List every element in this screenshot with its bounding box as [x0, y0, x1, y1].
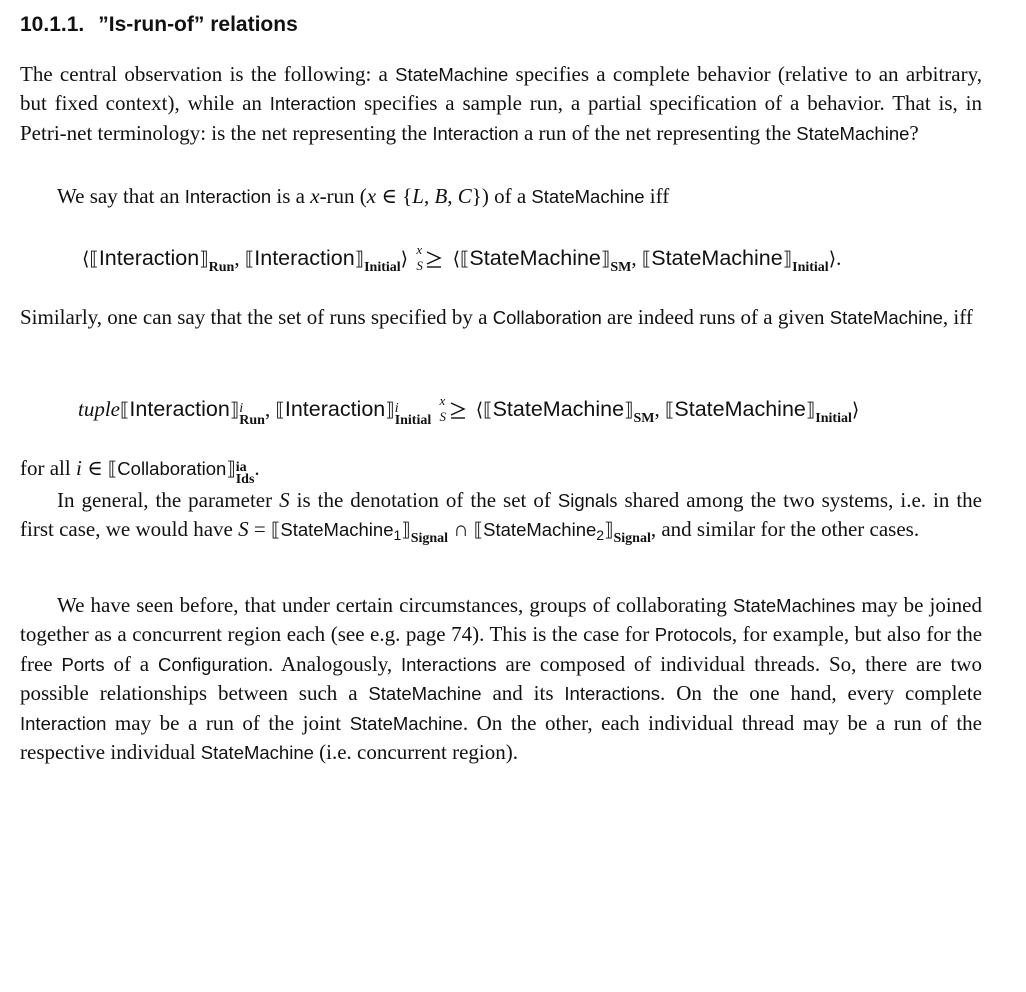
term-statemachine: StateMachine [492, 397, 625, 421]
term-statemachine: StateMachine [395, 64, 509, 85]
term-statemachine: StateMachine [368, 683, 482, 705]
superscript-i: i [239, 401, 244, 416]
subscript-signal: Signal [613, 531, 651, 547]
term-collaboration: Collaboration [117, 458, 227, 479]
text-fragment: are indeed runs of a given [601, 305, 830, 329]
term-interaction: Interaction [20, 712, 107, 734]
relation-subscript: S [416, 258, 423, 273]
relation-superscript: x [439, 393, 446, 408]
term-interaction: Interaction [269, 93, 357, 115]
text-fragment: -run ( [319, 184, 367, 208]
term-statemachine: StateMachine [531, 186, 645, 207]
text-fragment: }) of a [471, 184, 532, 208]
term-interaction: Interaction [432, 122, 519, 144]
math-S: S [238, 517, 249, 542]
text-fragment: for all [20, 456, 76, 480]
term-interaction: Interaction [284, 397, 386, 421]
text-fragment: may be joined together as a concurrent region each (see e.g. page 74). This is the case for [20, 593, 982, 647]
text-fragment: The central observation is the following: a [20, 62, 396, 86]
subscript-sm: SM [610, 260, 632, 275]
term-statemachine: StateMachine [280, 519, 394, 541]
section-number: 10.1.1. [20, 13, 85, 36]
subscript-ids: Ids [235, 472, 255, 487]
sub-sup-initial [395, 403, 432, 427]
text-fragment: s shared among the two systems, i.e. in the first case, we would have [20, 488, 982, 542]
text-fragment: a run of the net representing the [518, 120, 797, 145]
paragraph-collaboration [20, 303, 982, 332]
section-heading [20, 12, 298, 38]
text-fragment: . Analogously, [268, 651, 401, 676]
text-fragment: In general, the parameter [57, 488, 280, 512]
paragraph-central-observation [20, 60, 982, 148]
text-fragment: Similarly, one can say that the set of runs specified by a [20, 305, 493, 329]
text-fragment: We have seen before, that under certain circumstances, groups of collaborating [57, 593, 733, 617]
term-statemachine: StateMachine [651, 246, 783, 270]
term-statemachine: StateMachine [829, 307, 943, 328]
term-statemachine: StateMachine [796, 122, 910, 144]
text-fragment: ? [909, 120, 919, 145]
text-fragment: . On the one hand, every complete [660, 681, 982, 706]
subscript-2: 2 [596, 527, 605, 544]
term-configuration: Configuration [157, 653, 269, 675]
subscript-initial: Initial [394, 413, 432, 428]
section-title: ”Is-run-of” relations [98, 13, 298, 36]
sub-sup-ids [236, 462, 255, 486]
math-L: L [412, 184, 424, 208]
math-x: x [366, 184, 377, 208]
term-interaction: Interaction [184, 186, 272, 207]
paragraph-for-all-i: for all i ∈ ⟦Collaboration⟧ ia Ids . [20, 456, 260, 487]
term-statemachine: StateMachine [674, 397, 806, 421]
subscript-signal: Signal [410, 531, 449, 547]
paragraph-concurrent-regions [20, 591, 982, 767]
term-interactions: Interactions [564, 683, 661, 705]
text-fragment: We say that an [57, 184, 185, 208]
subscript-run: Run [239, 413, 265, 428]
text-fragment: specifies a sample run, a partial specification of a behavior. That is, in Petri-net terminology: is the net representing the [20, 91, 982, 145]
run-of-relation-symbol [415, 242, 445, 273]
term-ports: Ports [61, 653, 105, 675]
math-i: i [75, 456, 82, 480]
term-statemachine: StateMachine [483, 519, 597, 541]
superscript-i: i [394, 401, 399, 416]
term-statemachine: StateMachine [200, 742, 314, 764]
text-fragment: are composed of individual threads. So, there are two possible relationships between such a [20, 651, 982, 706]
math-S: S [279, 488, 290, 512]
text-fragment: , for example, but also for the free [20, 622, 983, 676]
subscript-sm: SM [633, 411, 655, 426]
text-fragment: is a [271, 184, 311, 208]
relation-superscript: x [416, 242, 423, 257]
text-fragment: may be a run of the joint [106, 710, 350, 735]
subscript-initial: Initial [364, 260, 401, 275]
term-interaction: Interaction [254, 246, 355, 270]
term-collaboration: Collaboration [492, 307, 602, 328]
math-B: B [434, 184, 448, 208]
subscript-initial: Initial [815, 411, 852, 426]
term-interaction: Interaction [98, 246, 200, 270]
superscript-ia: ia [235, 460, 247, 475]
term-signal: Signal [557, 490, 610, 511]
subscript-run: Run [208, 260, 235, 275]
formula-interaction-run-of-statemachine: $⟨⟦Interaction⟧_{Run}$, $⟦Interaction⟧_{Initial}⟩$ x S $⟨⟦StateMachine⟧_{SM}$, $⟦StateMachine⟧_{Initial}⟩$. [82, 242, 842, 275]
term-statemachines: StateMachines [732, 595, 856, 616]
text-fragment: is the denotation of the set of [289, 488, 558, 512]
math-C: C [457, 184, 472, 208]
subscript-initial: Initial [792, 260, 829, 275]
term-interactions: Interactions [400, 653, 497, 675]
term-interaction: Interaction [129, 397, 230, 421]
text-fragment: and its [481, 681, 565, 706]
trianglelefteq-icon [449, 401, 467, 419]
text-fragment: . On the other, each individual thread may be a run of the respective individual [20, 710, 982, 765]
text-fragment: of a [104, 651, 158, 676]
paragraph-x-run-definition: We say that an Interaction is a x-run (x ∈ {L, B, C}) of a StateMachine iff [57, 184, 670, 208]
sub-sup-run [239, 403, 265, 427]
formula-collaboration-runs: tuple⟦Interaction⟧ i Run , ⟦Interaction⟧ i Initial x S $⟨⟦StateMachine⟧_{SM}$, $⟦StateMachine⟧_{Initial}⟩$ [78, 393, 860, 428]
math-tuple: tuple [78, 397, 120, 421]
relation-subscript: S [439, 409, 447, 424]
term-statemachine: StateMachine [349, 712, 463, 734]
text-fragment: (i.e. concurrent region). [313, 740, 518, 765]
term-statemachine: StateMachine [469, 246, 601, 270]
text-fragment: ∈ { [376, 184, 413, 208]
run-of-relation-symbol [439, 393, 469, 424]
math-x: x [310, 184, 320, 208]
trianglelefteq-icon [425, 250, 443, 268]
text-fragment: , iff [942, 305, 973, 329]
text-fragment: specifies a complete behavior (relative to an arbitrary, but fixed context), while an [20, 62, 982, 116]
paragraph-parameter-s: In general, the parameter S is the denotation of the set of Signals shared among the two systems, i.e. in the first case, we would have $S = ⟦StateMachine1⟧_{Signal}$ ∩ $⟦StateMachine2⟧_{Signal}$, and similar for the other cases. [20, 488, 982, 547]
subscript-1: 1 [393, 527, 402, 544]
term-protocols: Protocols [654, 624, 732, 646]
text-fragment: and similar for the other cases. [656, 517, 920, 542]
text-fragment: iff [644, 184, 670, 208]
